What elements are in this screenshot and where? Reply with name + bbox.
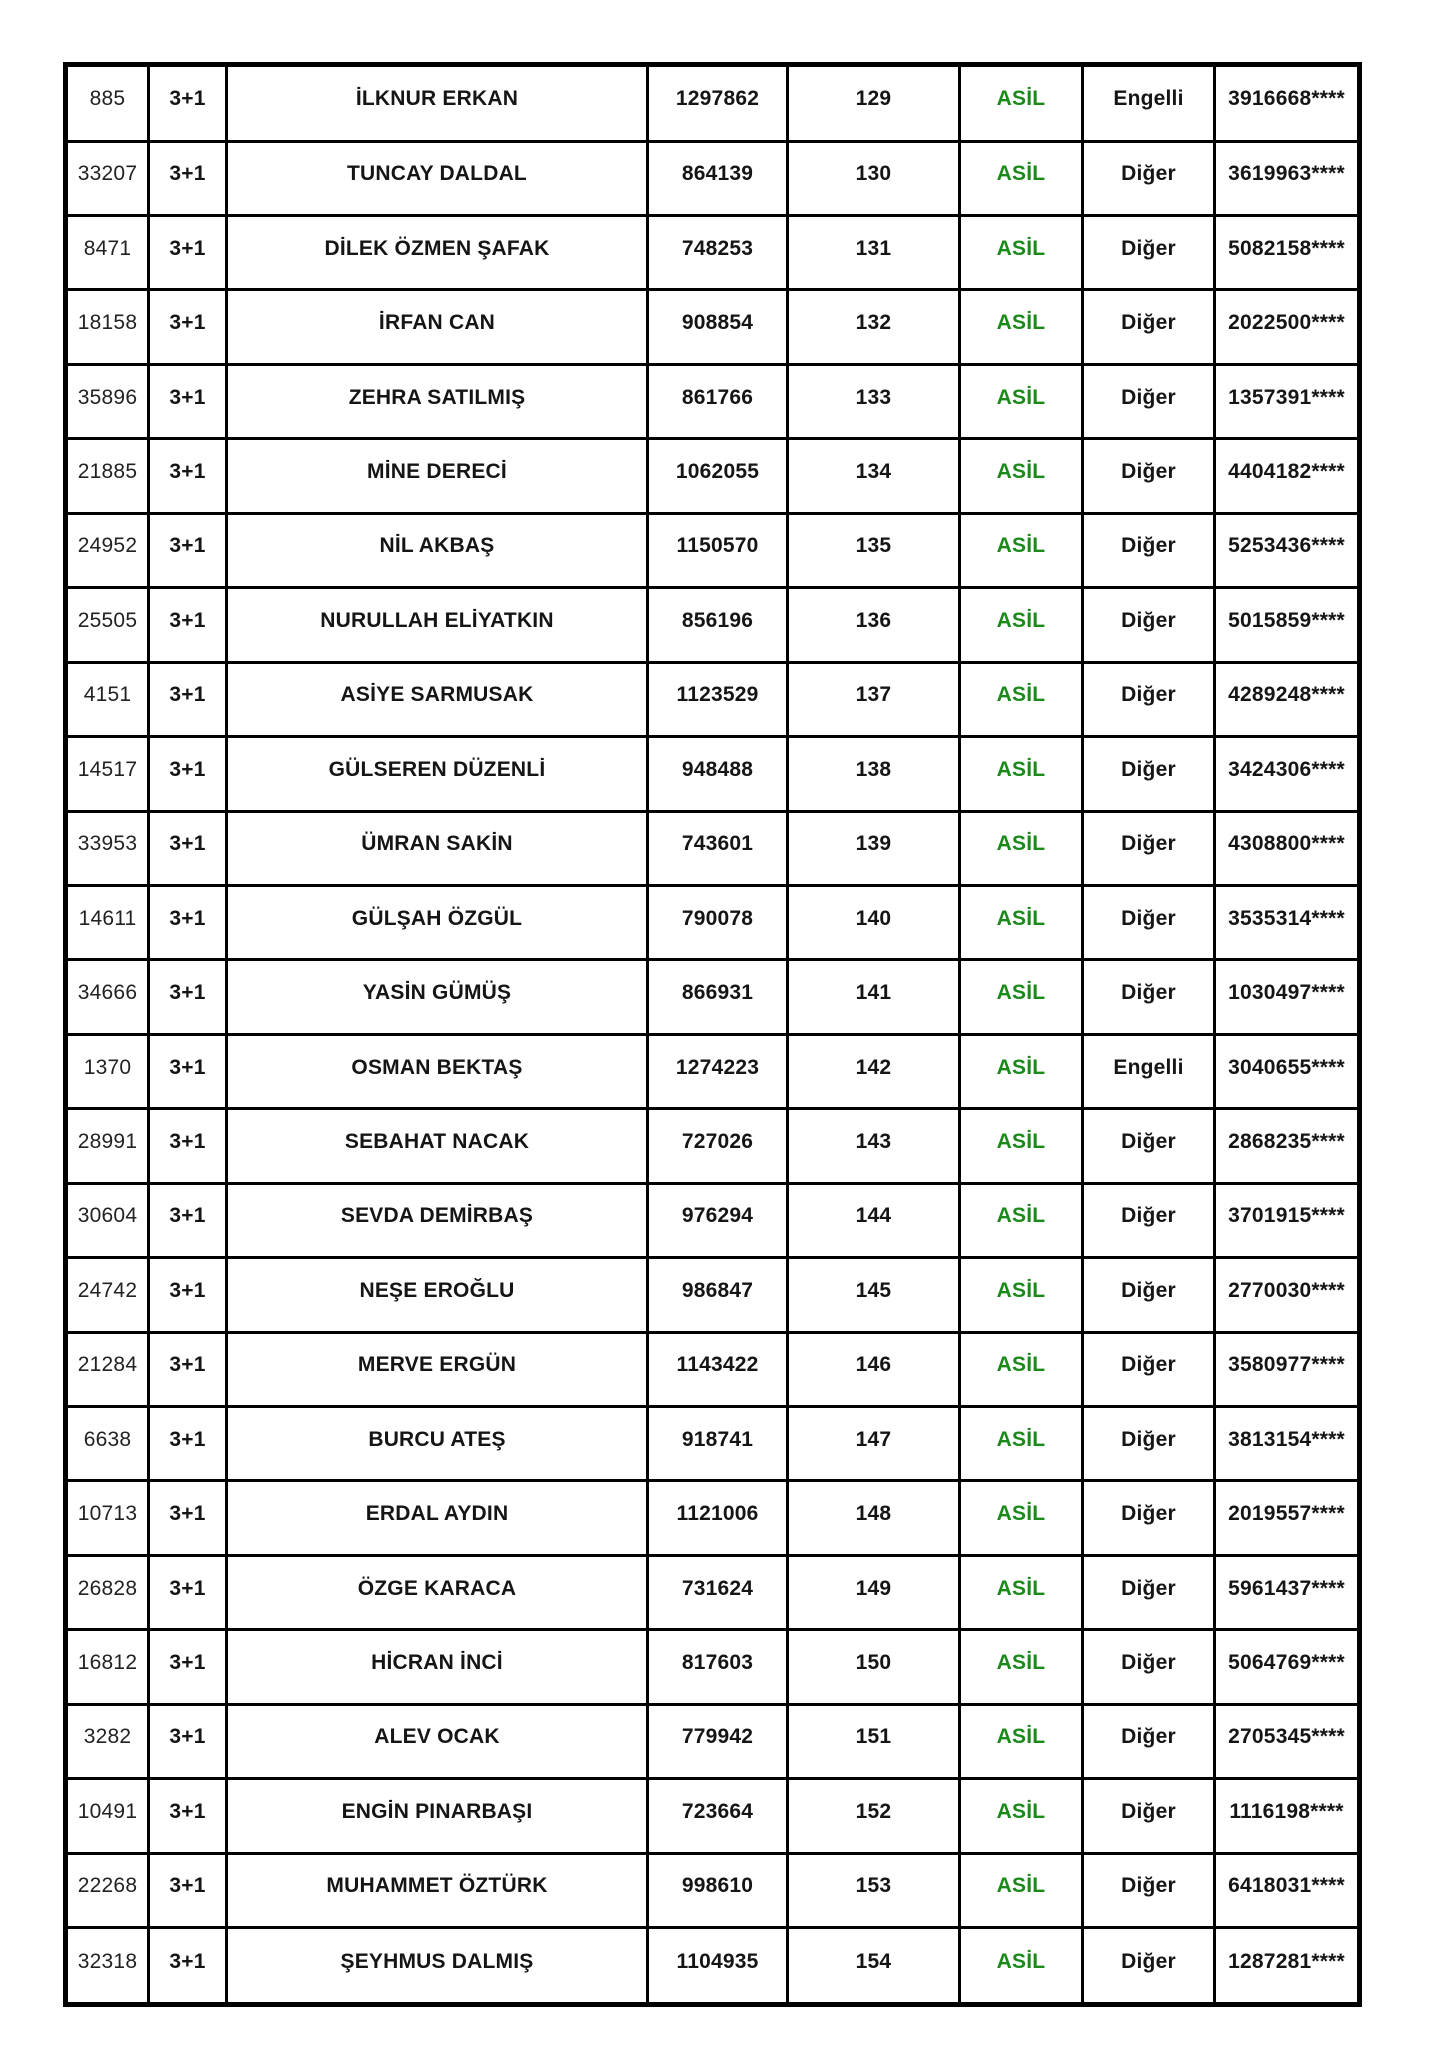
cell-unit-type: 3+1 xyxy=(149,811,227,885)
cell-masked-id: 3619963**** xyxy=(1215,141,1360,215)
table-row xyxy=(66,1109,1360,1183)
cell-status: ASİL xyxy=(960,1630,1083,1704)
cell-unit-type: 3+1 xyxy=(149,737,227,811)
cell-masked-id: 6418031**** xyxy=(1215,1853,1360,1927)
cell-draw-no: 143 xyxy=(788,1109,960,1183)
cell-application-no: 817603 xyxy=(648,1630,788,1704)
table-row xyxy=(66,439,1360,513)
cell-category: Diğer xyxy=(1083,811,1215,885)
cell-full-name: ZEHRA SATILMIŞ xyxy=(227,364,648,438)
cell-draw-no: 135 xyxy=(788,513,960,587)
cell-unit-type: 3+1 xyxy=(149,1258,227,1332)
cell-draw-no: 144 xyxy=(788,1183,960,1257)
cell-category: Diğer xyxy=(1083,439,1215,513)
cell-status: ASİL xyxy=(960,1258,1083,1332)
cell-status: ASİL xyxy=(960,513,1083,587)
cell-masked-id: 5961437**** xyxy=(1215,1555,1360,1629)
cell-category: Diğer xyxy=(1083,588,1215,662)
cell-application-no: 976294 xyxy=(648,1183,788,1257)
cell-masked-id: 1287281**** xyxy=(1215,1928,1360,2005)
cell-queue-no: 6638 xyxy=(66,1407,149,1481)
cell-masked-id: 3040655**** xyxy=(1215,1034,1360,1108)
cell-draw-no: 133 xyxy=(788,364,960,438)
cell-unit-type: 3+1 xyxy=(149,1928,227,2005)
cell-full-name: MERVE ERGÜN xyxy=(227,1332,648,1406)
cell-unit-type: 3+1 xyxy=(149,439,227,513)
cell-masked-id: 5015859**** xyxy=(1215,588,1360,662)
cell-masked-id: 1357391**** xyxy=(1215,364,1360,438)
cell-category: Diğer xyxy=(1083,1183,1215,1257)
cell-unit-type: 3+1 xyxy=(149,1704,227,1778)
cell-queue-no: 22268 xyxy=(66,1853,149,1927)
cell-application-no: 1104935 xyxy=(648,1928,788,2005)
cell-application-no: 1297862 xyxy=(648,65,788,142)
cell-draw-no: 142 xyxy=(788,1034,960,1108)
table-row xyxy=(66,960,1360,1034)
cell-masked-id: 1030497**** xyxy=(1215,960,1360,1034)
cell-category: Diğer xyxy=(1083,141,1215,215)
table-row xyxy=(66,1332,1360,1406)
table-row xyxy=(66,1853,1360,1927)
cell-category: Diğer xyxy=(1083,1928,1215,2005)
cell-full-name: BURCU ATEŞ xyxy=(227,1407,648,1481)
cell-application-no: 856196 xyxy=(648,588,788,662)
cell-status: ASİL xyxy=(960,811,1083,885)
cell-status: ASİL xyxy=(960,588,1083,662)
cell-masked-id: 5064769**** xyxy=(1215,1630,1360,1704)
cell-unit-type: 3+1 xyxy=(149,1630,227,1704)
cell-queue-no: 16812 xyxy=(66,1630,149,1704)
cell-category: Diğer xyxy=(1083,513,1215,587)
table-row xyxy=(66,1779,1360,1853)
cell-queue-no: 4151 xyxy=(66,662,149,736)
cell-category: Engelli xyxy=(1083,65,1215,142)
cell-application-no: 1143422 xyxy=(648,1332,788,1406)
cell-masked-id: 2868235**** xyxy=(1215,1109,1360,1183)
cell-application-no: 1121006 xyxy=(648,1481,788,1555)
cell-queue-no: 33953 xyxy=(66,811,149,885)
table-row xyxy=(66,141,1360,215)
cell-unit-type: 3+1 xyxy=(149,662,227,736)
cell-draw-no: 147 xyxy=(788,1407,960,1481)
cell-draw-no: 146 xyxy=(788,1332,960,1406)
cell-application-no: 1150570 xyxy=(648,513,788,587)
cell-full-name: ÜMRAN SAKİN xyxy=(227,811,648,885)
table-row xyxy=(66,1928,1360,2005)
table-row xyxy=(66,1034,1360,1108)
cell-application-no: 866931 xyxy=(648,960,788,1034)
cell-full-name: GÜLSEREN DÜZENLİ xyxy=(227,737,648,811)
cell-draw-no: 129 xyxy=(788,65,960,142)
cell-queue-no: 34666 xyxy=(66,960,149,1034)
table-row xyxy=(66,364,1360,438)
cell-queue-no: 25505 xyxy=(66,588,149,662)
table-row xyxy=(66,1407,1360,1481)
cell-full-name: MUHAMMET ÖZTÜRK xyxy=(227,1853,648,1927)
cell-queue-no: 21284 xyxy=(66,1332,149,1406)
cell-masked-id: 3916668**** xyxy=(1215,65,1360,142)
cell-queue-no: 30604 xyxy=(66,1183,149,1257)
cell-application-no: 731624 xyxy=(648,1555,788,1629)
cell-application-no: 908854 xyxy=(648,290,788,364)
cell-status: ASİL xyxy=(960,1109,1083,1183)
cell-category: Diğer xyxy=(1083,737,1215,811)
cell-masked-id: 5253436**** xyxy=(1215,513,1360,587)
cell-full-name: DİLEK ÖZMEN ŞAFAK xyxy=(227,216,648,290)
cell-draw-no: 139 xyxy=(788,811,960,885)
cell-full-name: SEBAHAT NACAK xyxy=(227,1109,648,1183)
cell-queue-no: 10491 xyxy=(66,1779,149,1853)
cell-unit-type: 3+1 xyxy=(149,1332,227,1406)
cell-category: Diğer xyxy=(1083,364,1215,438)
cell-unit-type: 3+1 xyxy=(149,1555,227,1629)
cell-application-no: 743601 xyxy=(648,811,788,885)
cell-masked-id: 3424306**** xyxy=(1215,737,1360,811)
table-body xyxy=(66,65,1360,2005)
cell-application-no: 727026 xyxy=(648,1109,788,1183)
cell-masked-id: 3580977**** xyxy=(1215,1332,1360,1406)
cell-unit-type: 3+1 xyxy=(149,513,227,587)
cell-draw-no: 131 xyxy=(788,216,960,290)
cell-category: Engelli xyxy=(1083,1034,1215,1108)
cell-status: ASİL xyxy=(960,1183,1083,1257)
cell-category: Diğer xyxy=(1083,1555,1215,1629)
cell-status: ASİL xyxy=(960,960,1083,1034)
cell-category: Diğer xyxy=(1083,1779,1215,1853)
cell-application-no: 918741 xyxy=(648,1407,788,1481)
cell-full-name: TUNCAY DALDAL xyxy=(227,141,648,215)
cell-queue-no: 1370 xyxy=(66,1034,149,1108)
cell-unit-type: 3+1 xyxy=(149,141,227,215)
cell-category: Diğer xyxy=(1083,1258,1215,1332)
cell-draw-no: 149 xyxy=(788,1555,960,1629)
cell-full-name: ASİYE SARMUSAK xyxy=(227,662,648,736)
cell-draw-no: 134 xyxy=(788,439,960,513)
cell-draw-no: 154 xyxy=(788,1928,960,2005)
table-row xyxy=(66,1555,1360,1629)
table-row xyxy=(66,216,1360,290)
cell-queue-no: 14517 xyxy=(66,737,149,811)
cell-application-no: 723664 xyxy=(648,1779,788,1853)
table-row xyxy=(66,1258,1360,1332)
cell-queue-no: 24742 xyxy=(66,1258,149,1332)
cell-status: ASİL xyxy=(960,662,1083,736)
cell-status: ASİL xyxy=(960,216,1083,290)
cell-unit-type: 3+1 xyxy=(149,364,227,438)
cell-status: ASİL xyxy=(960,1779,1083,1853)
cell-masked-id: 3701915**** xyxy=(1215,1183,1360,1257)
table-row xyxy=(66,811,1360,885)
cell-unit-type: 3+1 xyxy=(149,216,227,290)
cell-application-no: 779942 xyxy=(648,1704,788,1778)
cell-status: ASİL xyxy=(960,439,1083,513)
cell-queue-no: 35896 xyxy=(66,364,149,438)
cell-full-name: OSMAN BEKTAŞ xyxy=(227,1034,648,1108)
cell-unit-type: 3+1 xyxy=(149,1183,227,1257)
table-row xyxy=(66,290,1360,364)
cell-masked-id: 3813154**** xyxy=(1215,1407,1360,1481)
cell-queue-no: 10713 xyxy=(66,1481,149,1555)
cell-full-name: GÜLŞAH ÖZGÜL xyxy=(227,885,648,959)
cell-unit-type: 3+1 xyxy=(149,960,227,1034)
cell-masked-id: 4308800**** xyxy=(1215,811,1360,885)
cell-masked-id: 1116198**** xyxy=(1215,1779,1360,1853)
cell-masked-id: 2770030**** xyxy=(1215,1258,1360,1332)
cell-full-name: ENGİN PINARBAŞI xyxy=(227,1779,648,1853)
cell-status: ASİL xyxy=(960,737,1083,811)
cell-draw-no: 148 xyxy=(788,1481,960,1555)
cell-full-name: İLKNUR ERKAN xyxy=(227,65,648,142)
cell-unit-type: 3+1 xyxy=(149,1407,227,1481)
table-row xyxy=(66,513,1360,587)
cell-full-name: NİL AKBAŞ xyxy=(227,513,648,587)
cell-draw-no: 151 xyxy=(788,1704,960,1778)
cell-category: Diğer xyxy=(1083,290,1215,364)
cell-category: Diğer xyxy=(1083,1853,1215,1927)
cell-draw-no: 130 xyxy=(788,141,960,215)
cell-status: ASİL xyxy=(960,1332,1083,1406)
cell-category: Diğer xyxy=(1083,1630,1215,1704)
cell-draw-no: 140 xyxy=(788,885,960,959)
cell-status: ASİL xyxy=(960,1555,1083,1629)
cell-category: Diğer xyxy=(1083,885,1215,959)
cell-application-no: 948488 xyxy=(648,737,788,811)
cell-queue-no: 18158 xyxy=(66,290,149,364)
cell-queue-no: 26828 xyxy=(66,1555,149,1629)
cell-status: ASİL xyxy=(960,1034,1083,1108)
cell-status: ASİL xyxy=(960,1853,1083,1927)
cell-full-name: HİCRAN İNCİ xyxy=(227,1630,648,1704)
cell-unit-type: 3+1 xyxy=(149,65,227,142)
cell-full-name: NEŞE EROĞLU xyxy=(227,1258,648,1332)
cell-draw-no: 152 xyxy=(788,1779,960,1853)
cell-category: Diğer xyxy=(1083,1481,1215,1555)
cell-application-no: 790078 xyxy=(648,885,788,959)
cell-masked-id: 5082158**** xyxy=(1215,216,1360,290)
cell-application-no: 748253 xyxy=(648,216,788,290)
cell-full-name: İRFAN CAN xyxy=(227,290,648,364)
table-row xyxy=(66,1704,1360,1778)
cell-application-no: 986847 xyxy=(648,1258,788,1332)
table-row xyxy=(66,662,1360,736)
cell-category: Diğer xyxy=(1083,1704,1215,1778)
table-row xyxy=(66,1630,1360,1704)
table-row xyxy=(66,885,1360,959)
cell-draw-no: 145 xyxy=(788,1258,960,1332)
cell-category: Diğer xyxy=(1083,1332,1215,1406)
cell-category: Diğer xyxy=(1083,1109,1215,1183)
cell-status: ASİL xyxy=(960,885,1083,959)
cell-draw-no: 132 xyxy=(788,290,960,364)
cell-status: ASİL xyxy=(960,1407,1083,1481)
cell-status: ASİL xyxy=(960,290,1083,364)
cell-draw-no: 141 xyxy=(788,960,960,1034)
cell-category: Diğer xyxy=(1083,662,1215,736)
table-row xyxy=(66,737,1360,811)
cell-category: Diğer xyxy=(1083,1407,1215,1481)
cell-draw-no: 150 xyxy=(788,1630,960,1704)
cell-masked-id: 2022500**** xyxy=(1215,290,1360,364)
cell-draw-no: 138 xyxy=(788,737,960,811)
cell-status: ASİL xyxy=(960,364,1083,438)
cell-queue-no: 885 xyxy=(66,65,149,142)
cell-unit-type: 3+1 xyxy=(149,1109,227,1183)
cell-application-no: 864139 xyxy=(648,141,788,215)
cell-unit-type: 3+1 xyxy=(149,588,227,662)
cell-full-name: ERDAL AYDIN xyxy=(227,1481,648,1555)
cell-queue-no: 33207 xyxy=(66,141,149,215)
cell-full-name: NURULLAH ELİYATKIN xyxy=(227,588,648,662)
cell-draw-no: 136 xyxy=(788,588,960,662)
cell-application-no: 861766 xyxy=(648,364,788,438)
cell-queue-no: 24952 xyxy=(66,513,149,587)
cell-status: ASİL xyxy=(960,1704,1083,1778)
cell-unit-type: 3+1 xyxy=(149,885,227,959)
cell-masked-id: 2019557**** xyxy=(1215,1481,1360,1555)
table-row xyxy=(66,588,1360,662)
cell-application-no: 998610 xyxy=(648,1853,788,1927)
cell-masked-id: 4404182**** xyxy=(1215,439,1360,513)
cell-masked-id: 4289248**** xyxy=(1215,662,1360,736)
cell-status: ASİL xyxy=(960,141,1083,215)
cell-full-name: YASİN GÜMÜŞ xyxy=(227,960,648,1034)
cell-queue-no: 8471 xyxy=(66,216,149,290)
cell-queue-no: 32318 xyxy=(66,1928,149,2005)
cell-full-name: MİNE DERECİ xyxy=(227,439,648,513)
cell-masked-id: 3535314**** xyxy=(1215,885,1360,959)
cell-full-name: ŞEYHMUS DALMIŞ xyxy=(227,1928,648,2005)
cell-unit-type: 3+1 xyxy=(149,290,227,364)
cell-queue-no: 21885 xyxy=(66,439,149,513)
cell-full-name: SEVDA DEMİRBAŞ xyxy=(227,1183,648,1257)
cell-draw-no: 137 xyxy=(788,662,960,736)
cell-full-name: ALEV OCAK xyxy=(227,1704,648,1778)
cell-unit-type: 3+1 xyxy=(149,1779,227,1853)
cell-category: Diğer xyxy=(1083,216,1215,290)
cell-queue-no: 14611 xyxy=(66,885,149,959)
table-row xyxy=(66,1183,1360,1257)
cell-masked-id: 2705345**** xyxy=(1215,1704,1360,1778)
table-row xyxy=(66,1481,1360,1555)
cell-unit-type: 3+1 xyxy=(149,1853,227,1927)
cell-status: ASİL xyxy=(960,1928,1083,2005)
cell-category: Diğer xyxy=(1083,960,1215,1034)
cell-queue-no: 3282 xyxy=(66,1704,149,1778)
cell-application-no: 1062055 xyxy=(648,439,788,513)
kura-results-table xyxy=(63,62,1362,2007)
cell-full-name: ÖZGE KARACA xyxy=(227,1555,648,1629)
table-row xyxy=(66,65,1360,142)
cell-status: ASİL xyxy=(960,65,1083,142)
cell-unit-type: 3+1 xyxy=(149,1481,227,1555)
cell-application-no: 1123529 xyxy=(648,662,788,736)
cell-queue-no: 28991 xyxy=(66,1109,149,1183)
cell-draw-no: 153 xyxy=(788,1853,960,1927)
cell-status: ASİL xyxy=(960,1481,1083,1555)
cell-unit-type: 3+1 xyxy=(149,1034,227,1108)
cell-application-no: 1274223 xyxy=(648,1034,788,1108)
